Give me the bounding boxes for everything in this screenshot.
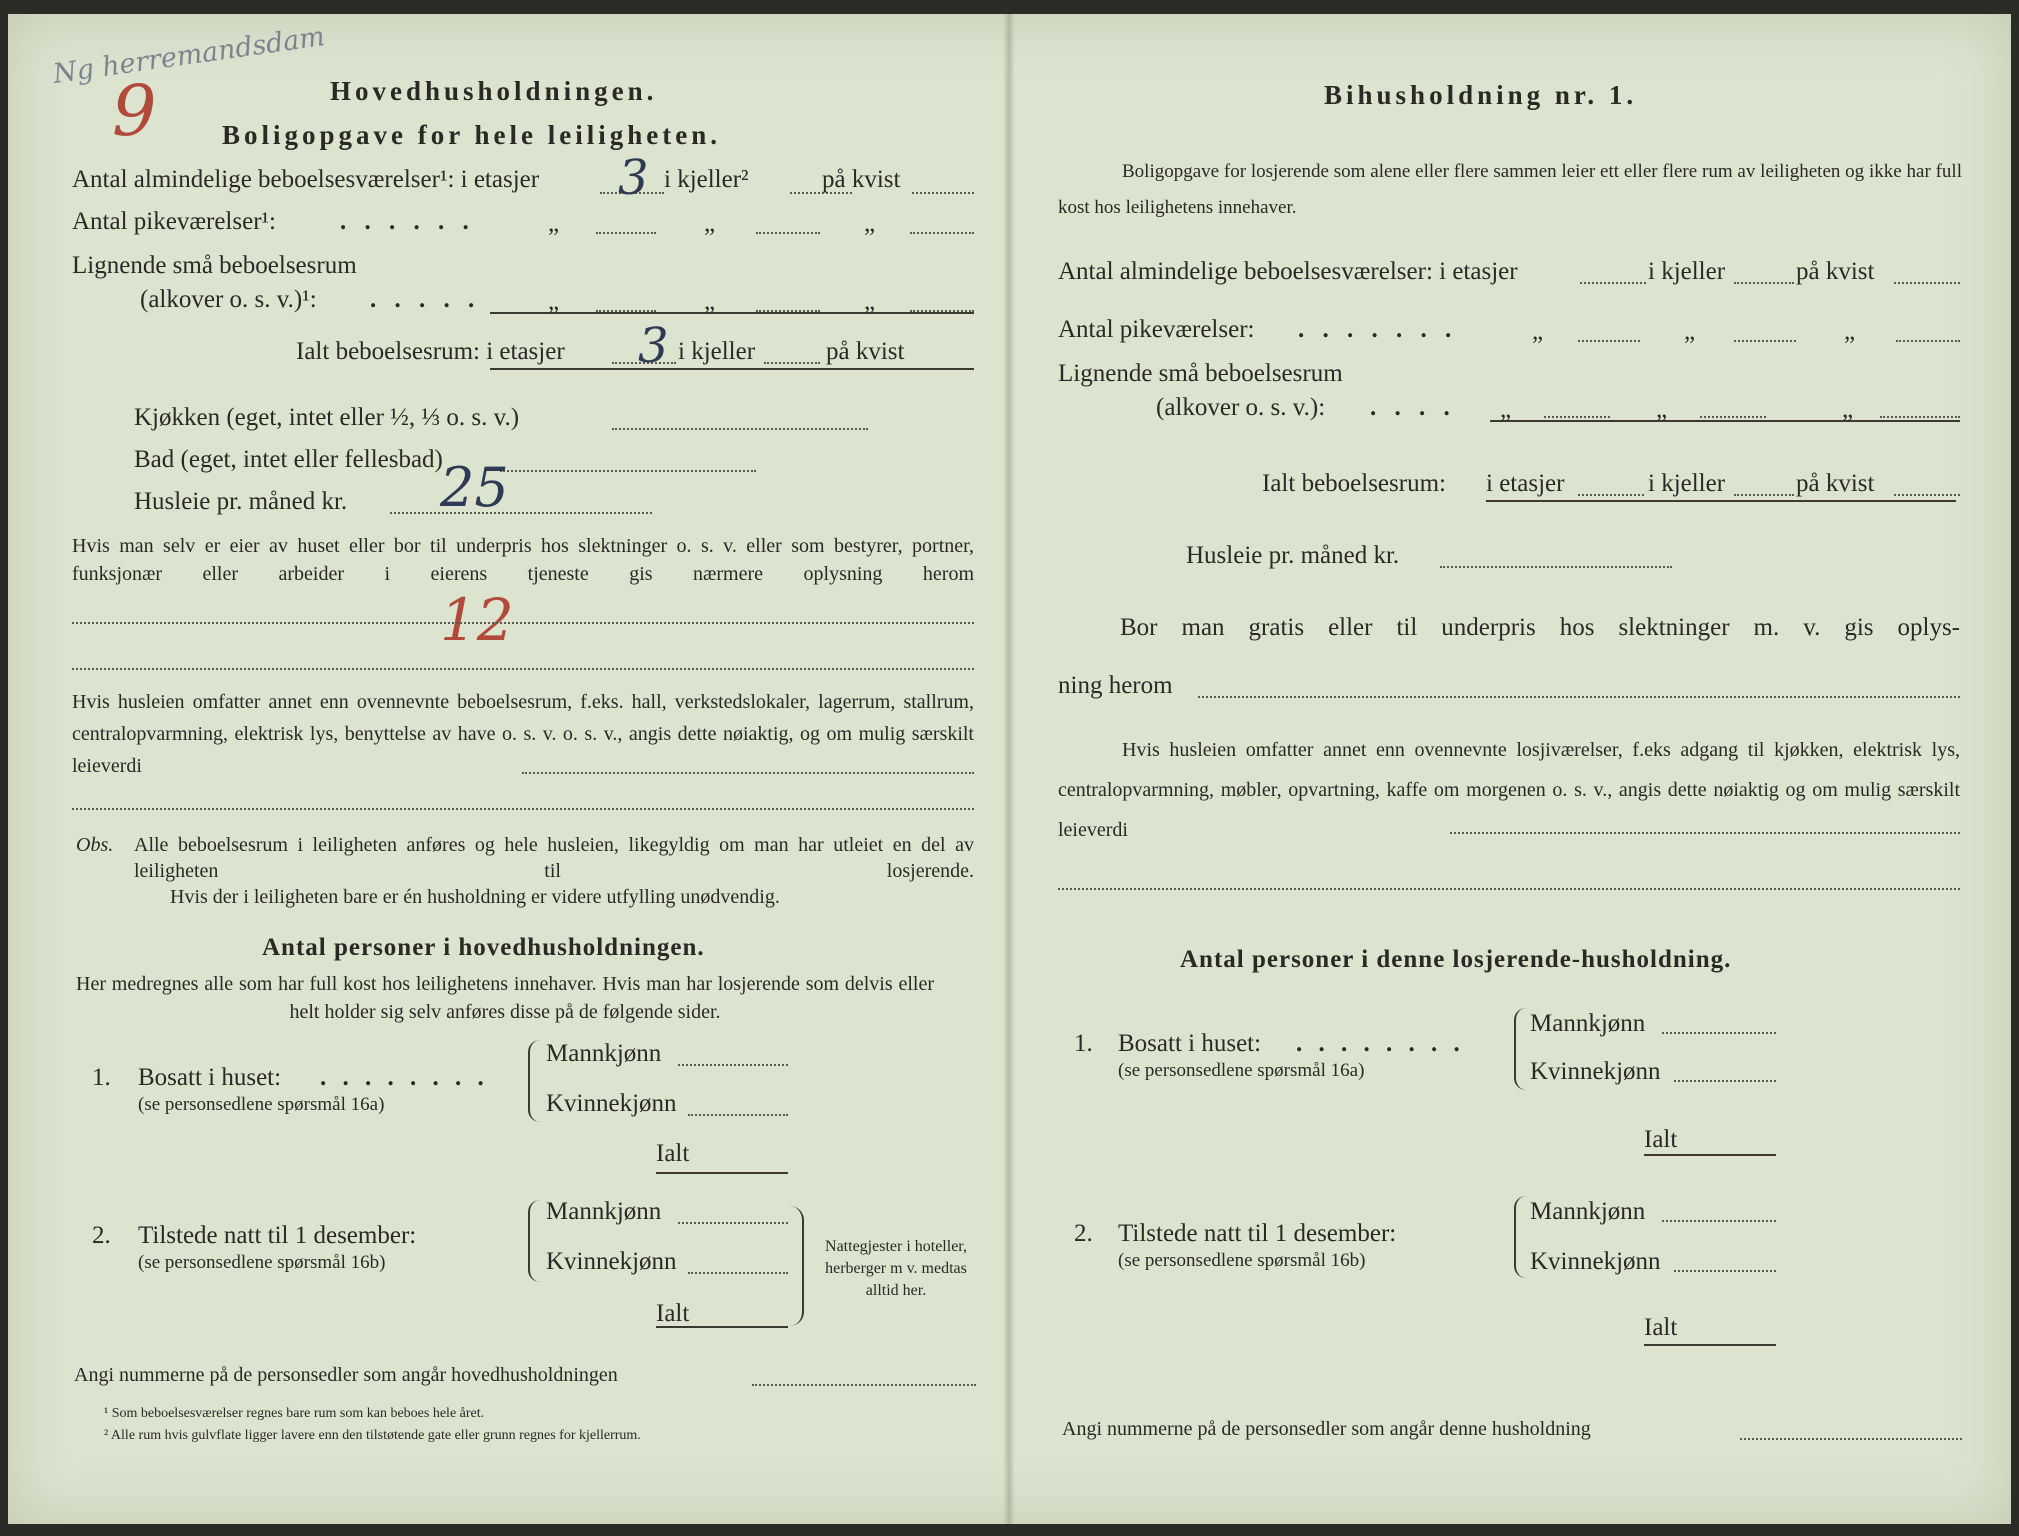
right-kjeller-field[interactable] [1734,282,1794,284]
right-alk-field-2[interactable] [1700,416,1766,418]
right-q1-kvinne-field[interactable] [1674,1080,1776,1082]
right-q2-num: 2. [1074,1220,1093,1247]
right-husleie-field[interactable] [1440,566,1672,568]
rooms-label: Antal almindelige beboelsesværelser¹: i etasjer [72,166,540,193]
alk-field-2[interactable] [756,310,820,312]
left-persons-text: Her medregnes alle som har full kost hos leilighetens innehaver. Hvis man har losjerende som delvis eller helt holder sig selv anføres disse på de følgende sider. [76,973,934,1023]
left-q1-brace [528,1040,540,1122]
left-q2-label: Tilstede natt til 1 desember: [138,1222,417,1249]
right-gratis-text: Bor man gratis eller til underpris hos slektninger m. v. gis oplys- [1120,614,1960,641]
nattegjester-note: Nattegjester i hoteller, herberger m v. medtas alltid her. [825,1238,967,1299]
etasjer-value: 3 [618,150,649,206]
right-gratis-field[interactable] [1198,696,1960,698]
lignende-label: Lignende små beboelsesrum [72,252,357,279]
right-pike-label: Antal pikeværelser: [1058,316,1255,343]
right-ialt-rum-label: Ialt beboelsesrum: [1262,470,1446,497]
margin-pencil-note: Ng herremandsdam [51,21,327,90]
right-alkover-underline [1490,420,1960,422]
right-ialt-kvist-field[interactable] [1894,494,1960,496]
right-q1-dots: . . . . . . . . [1296,1030,1465,1057]
right-ialt-underline [1486,500,1956,502]
ialt-underline [490,368,974,370]
right-alkover-dots: . . . . [1370,394,1456,421]
right-kvist-label: på kvist [1796,258,1875,285]
right-ialt-kvist-label: på kvist [1796,470,1875,497]
pike-label: Antal pikeværelser¹: [72,208,276,235]
right-q1-kvinne: Kvinnekjønn [1530,1058,1661,1085]
kjeller-label: i kjeller² [664,166,749,193]
left-q2-num: 2. [92,1222,111,1249]
right-etasjer-field[interactable] [1580,282,1646,284]
right-pike-field-2[interactable] [1734,340,1796,342]
ialt-rum-label: Ialt beboelsesrum: i etasjer [296,338,565,365]
kjokken-field[interactable] [612,428,868,430]
pike-dots: . . . . . . [340,208,475,235]
left-q2-kvinne: Kvinnekjønn [546,1248,677,1275]
right-q1-ialt: Ialt [1644,1126,1678,1153]
ialt-kvist-label: på kvist [826,338,905,365]
husleie-value: 25 [440,456,509,519]
husleie-field[interactable] [390,512,652,514]
right-q2-sub: (se personsedlene spørsmål 16b) [1118,1250,1366,1271]
left-q1-ialt-field[interactable] [656,1172,788,1174]
right-q2-mann: Mannkjønn [1530,1198,1646,1225]
omfatter-field-2[interactable] [72,808,974,810]
right-ialt-etasjer-label: i etasjer [1486,470,1565,497]
right-persons-heading: Antal personer i denne losjerende-husholdning. [1180,946,1732,973]
right-omfatter-field-1[interactable] [1450,832,1960,834]
alk-field-3[interactable] [910,310,974,312]
obs-label: Obs. [76,834,114,856]
right-q1-ialt-field[interactable] [1644,1154,1776,1156]
left-q2-right-brace [790,1206,804,1326]
ialt-kjeller-label: i kjeller [678,338,756,365]
right-alkover-label: (alkover o. s. v.): [1156,394,1326,421]
left-q1-ialt: Ialt [656,1140,690,1167]
left-title: Hovedhusholdningen. [330,76,658,106]
right-alk-quote-1: „ [1500,396,1512,423]
right-omfatter-text: Hvis husleien omfatter annet enn ovennevnte losjiværelser, f.eks adgang til kjøkken, elektrisk lys, centralopvarmning, møbler, opvartning, kaffe om morgenen o. s. v., angis dette nøiaktig og om mulig særskilt leieverdi [1058,739,1960,841]
obs-text-2: Hvis der i leiligheten bare er én husholdning er videre utfylling unødvendig. [170,886,780,908]
left-q1-num: 1. [92,1064,111,1091]
obs-text: Alle beboelsesrum i leiligheten anføres og hele husleien, likegyldig om man har utleiet en del av leiligheten til losjerende. [134,834,974,882]
left-angi-field[interactable] [752,1384,976,1386]
alkover-dots: . . . . . [370,286,481,313]
right-lignende-label: Lignende små beboelsesrum [1058,360,1343,387]
omfatter-text: Hvis husleien omfatter annet enn ovennevnte beboelsesrum, f.eks. hall, verkstedslokaler, lagerrum, stallrum, centralopvarmning, elektrisk lys, benyttelse av have o. s. v. o. s. v., angis dette nøiaktig, og om mulig særskilt leieverdi [72,691,974,777]
right-q2-ialt-field[interactable] [1644,1344,1776,1346]
right-husleie-label: Husleie pr. måned kr. [1186,542,1400,569]
left-q1-dots: . . . . . . . . [320,1064,489,1091]
right-ialt-kjeller-label: i kjeller [1648,470,1726,497]
left-q2-brace [528,1200,540,1282]
right-angi-field[interactable] [1740,1438,1962,1440]
left-q2-mann: Mannkjønn [546,1198,662,1225]
alk-quote-1: „ [548,288,560,315]
right-pike-dots: . . . . . . . [1298,316,1458,343]
right-ialt-kjeller-field[interactable] [1734,494,1794,496]
left-q2-ialt-field[interactable] [656,1326,788,1328]
right-alk-field-3[interactable] [1880,416,1960,418]
right-kjeller-label: i kjeller [1648,258,1726,285]
ialt-kjeller-field[interactable] [764,362,820,364]
right-pike-field-1[interactable] [1578,340,1640,342]
left-subtitle: Boligopgave for hele leiligheten. [222,120,721,150]
bad-field[interactable] [500,470,756,472]
alkover-underline [490,312,974,314]
left-angi-label: Angi nummerne på de personsedler som angår hovedhusholdningen [74,1364,618,1386]
pike-quote-2: „ [704,210,716,237]
right-q1-num: 1. [1074,1030,1093,1057]
right-kvist-field[interactable] [1894,282,1960,284]
right-q1-brace [1514,1008,1526,1090]
alk-quote-2: „ [704,288,716,315]
right-pike-quote-1: „ [1532,318,1544,345]
right-alk-field-1[interactable] [1544,416,1610,418]
left-q1-kvinne-field[interactable] [688,1114,788,1116]
right-omfatter-field-2[interactable] [1058,888,1960,890]
alk-quote-3: „ [864,288,876,315]
page-fold [1003,14,1015,1524]
margin-number: 9 [112,70,157,152]
pike-field-2[interactable] [756,232,820,234]
pike-field-3[interactable] [910,232,974,234]
right-pike-quote-3: „ [1844,318,1856,345]
husleie-label: Husleie pr. måned kr. [134,488,348,515]
right-pike-field-3[interactable] [1896,340,1960,342]
right-q1-label: Bosatt i huset: [1118,1030,1262,1057]
right-q1-mann-field[interactable] [1662,1032,1776,1034]
footnote-1: ¹ Som beboelsesværelser regnes bare rum som kan beboes hele året. [104,1406,485,1421]
right-q2-ialt: Ialt [1644,1314,1678,1341]
omfatter-field-1[interactable] [522,772,974,774]
left-q2-ialt: Ialt [656,1300,690,1327]
right-alk-quote-3: „ [1842,396,1854,423]
left-q2-mann-field[interactable] [678,1222,788,1224]
right-ialt-etasjer-field[interactable] [1578,494,1644,496]
right-alk-quote-2: „ [1656,396,1668,423]
right-title: Bihusholdning nr. 1. [1324,80,1638,110]
left-q2-kvinne-field[interactable] [688,1272,788,1274]
left-q1-mann: Mannkjønn [546,1040,662,1067]
kvist-label: på kvist [822,166,901,193]
left-persons-heading: Antal personer i hovedhusholdningen. [262,934,705,961]
right-pike-quote-2: „ [1684,318,1696,345]
kvist-field[interactable] [912,192,974,194]
eier-field-2[interactable] [72,668,974,670]
pike-quote-1: „ [548,210,560,237]
right-q1-mann: Mannkjønn [1530,1010,1646,1037]
left-q1-label: Bosatt i huset: [138,1064,282,1091]
right-ning-herom: ning herom [1058,672,1173,699]
eier-field-1[interactable] [72,622,974,624]
left-q2-sub: (se personsedlene spørsmål 16b) [138,1252,386,1273]
right-q2-label: Tilstede natt til 1 desember: [1118,1220,1397,1247]
left-q1-kvinne: Kvinnekjønn [546,1090,677,1117]
husleie-note: 12 [440,586,514,654]
footnote-2: ² Alle rum hvis gulvflate ligger lavere enn den tilstøtende gate eller grunn regnes for kjellerrum. [104,1428,641,1443]
kjokken-label: Kjøkken (eget, intet eller ½, ⅓ o. s. v.) [134,404,520,431]
alkover-label: (alkover o. s. v.)¹: [140,286,317,313]
left-q1-mann-field[interactable] [678,1064,788,1066]
right-intro: Boligopgave for losjerende som alene eller flere sammen leier ett eller flere rum av leiligheten og ikke har full kost hos leilighetens innehaver. [1058,161,1962,218]
eier-text: Hvis man selv er eier av huset eller bor til underpris hos slektninger o. s. v. eller som bestyrer, portner, funksjonær eller arbeider i eierens tjeneste gis nærmere oplysning herom [72,535,974,585]
right-q1-sub: (se personsedlene spørsmål 16a) [1118,1060,1365,1081]
pike-field-1[interactable] [596,232,656,234]
right-rooms-label: Antal almindelige beboelsesværelser: i etasjer [1058,258,1518,285]
right-q2-mann-field[interactable] [1662,1220,1776,1222]
bad-label: Bad (eget, intet eller fellesbad) [134,446,443,473]
alk-field-1[interactable] [596,310,656,312]
right-q2-kvinne: Kvinnekjønn [1530,1248,1661,1275]
left-q1-sub: (se personsedlene spørsmål 16a) [138,1094,385,1115]
right-q2-brace [1514,1196,1526,1278]
pike-quote-3: „ [864,210,876,237]
ialt-etasjer-value: 3 [638,318,669,374]
right-q2-kvinne-field[interactable] [1674,1270,1776,1272]
right-angi-label: Angi nummerne på de personsedler som angår denne husholdning [1062,1418,1591,1440]
